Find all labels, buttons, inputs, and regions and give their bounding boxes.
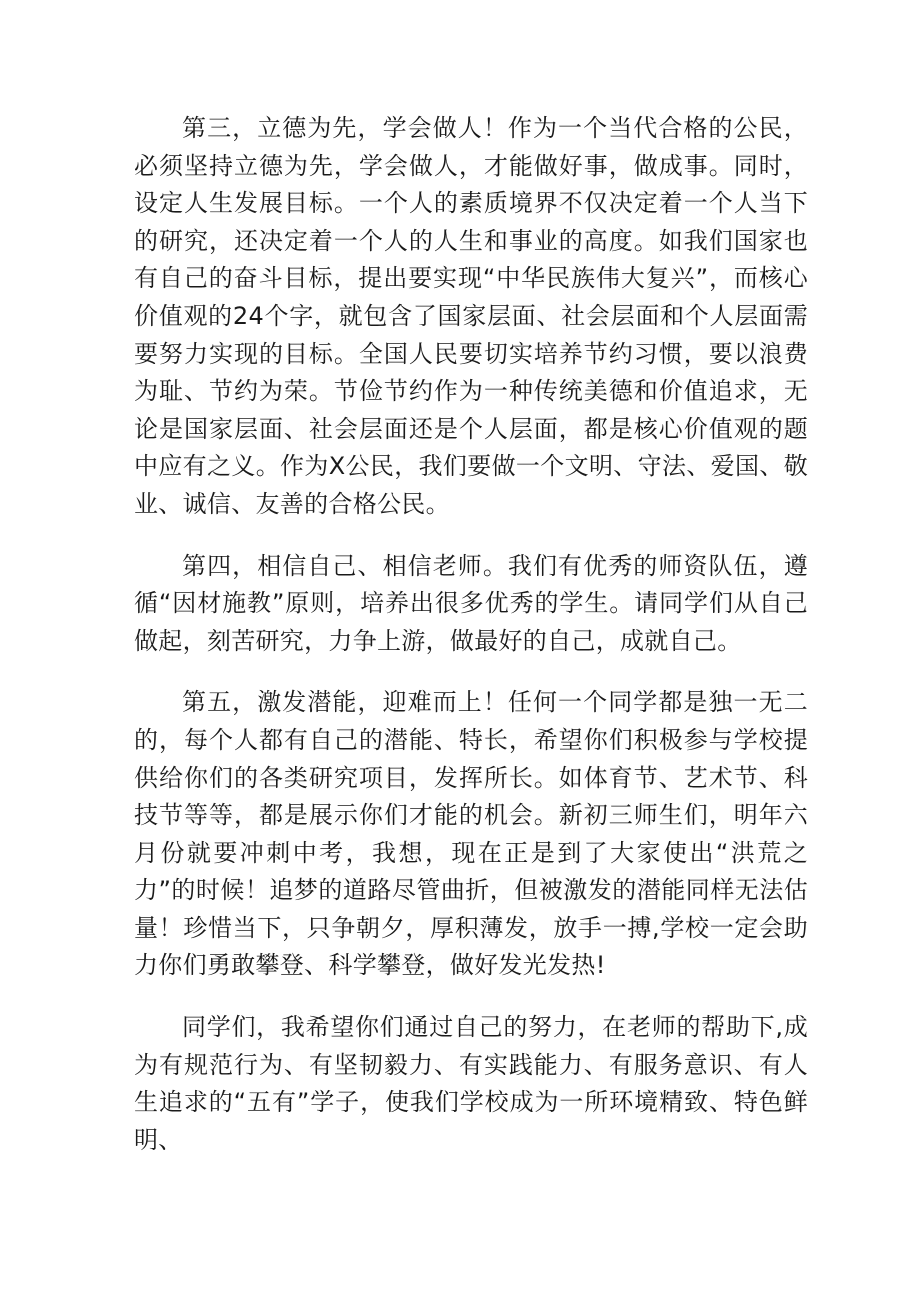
paragraph-fifth-point: 第五，激发潜能，迎难而上！任何一个同学都是独一无二的，每个人都有自己的潜能、特长，希望你们积极参与学校提供给你们的各类研究项目，发挥所长。如体育节、艺术节、科技节等等，都是展示你们才能的机会。新初三师生们，明年六月份就要冲刺中考，我想，现在正是到了大家使出“洪荒之力”的时候！追梦的道路尽管曲折，但被激发的潜能同样无法估量！珍惜当下，只争朝夕，厚积薄发，放手一搏,学校一定会助力你们勇敢攀登、科学攀登，做好发光发热!	[134, 688, 808, 980]
paragraph-fourth-point: 第四，相信自己、相信老师。我们有优秀的师资队伍，遵循“因材施教”原则，培养出很多优秀的学生。请同学们从自己做起，刻苦研究，力争上游，做最好的自己，成就自己。	[134, 551, 808, 655]
paragraph-third-point: 第三，立德为先，学会做人！作为一个当代合格的公民，必须坚持立德为先，学会做人，才能做好事，做成事。同时，设定人生发展目标。一个人的素质境界不仅决定着一个人当下的研究，还决定着一个人的人生和事业的高度。如我们国家也有自己的奋斗目标，提出要实现“中华民族伟大复兴”，而核心价值观的24个字，就包含了国家层面、社会层面和个人层面需要努力实现的目标。全国人民要切实培养节约习惯，要以浪费为耻、节约为荣。节俭节约作为一种传统美德和价值追求，无论是国家层面、社会层面还是个人层面，都是核心价值观的题中应有之义。作为X公民，我们要做一个文明、守法、爱国、敬业、诚信、友善的合格公民。	[134, 114, 808, 518]
paragraph-closing: 同学们，我希望你们通过自己的努力，在老师的帮助下,成为有规范行为、有坚韧毅力、有实践能力、有服务意识、有人生追求的“五有”学子，使我们学校成为一所环境精致、特色鲜明、	[134, 1013, 808, 1154]
